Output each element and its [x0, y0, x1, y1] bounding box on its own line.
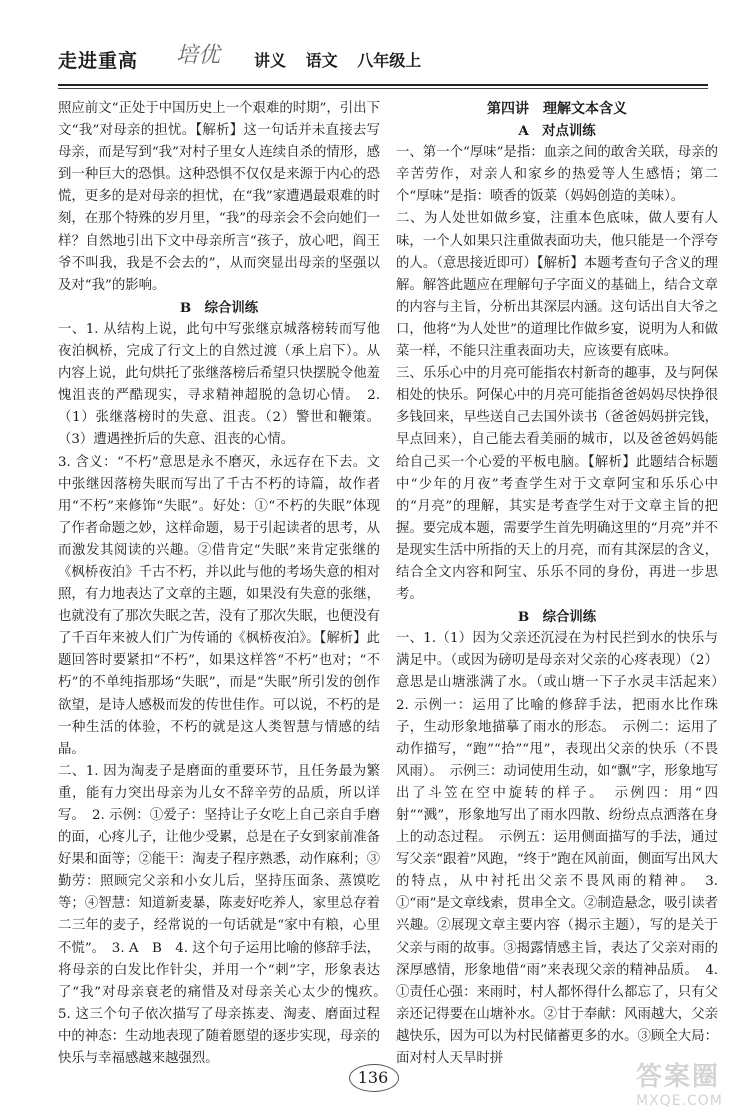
brand-title: 走进重高 — [58, 50, 139, 72]
left-column — [58, 98, 394, 1070]
section-heading: B 综合训练 — [179, 299, 259, 316]
watermark-line2: MXQE.COM — [636, 1093, 723, 1109]
answer-paragraph: 3. 含义：“不朽”意思是永不磨灭，永远存在下去。文中张继因落榜失眠而写出了千古不朽的诗篇，故作者用“不朽”来修饰“失眠”。好处：①“不朽的失眠”体现了作者命题之妙，这样命题，易于引起读者的思考，从而激发其阅读的兴趣。②借肯定“失眠”来肯定张继的《枫桥夜泊》千古不朽，并以此与他的考场失意的相对照，有力地表达了文章的主题，如果没有失意的张继，也就没有了那次失眠之苦，没有了那次失眠，也便没有了千百年来被人们广为传诵的《枫桥夜泊》。【解析】此题回答时要紧扣“不朽”，如果这样答“不朽”也对；“不朽”的不单纯指那场“失眠”，而是“失眠”所引发的创作欲望，是诗人感极而发的传世佳作。可以说，不朽的是一种生活的体验，不朽的就是这人类智慧与情感的结晶。 — [58, 454, 380, 757]
header-title-part: 讲义 — [254, 51, 287, 70]
section-heading: A 对点训练 — [518, 123, 596, 140]
header-title — [254, 48, 435, 71]
header-rule-thin — [58, 88, 708, 89]
answer-paragraph: 一、1.（1）因为父亲还沉浸在为村民拦到水的快乐与满足中。（或因为磅叨是母亲对父亲的心疼表现）（2）意思是山塘涨满了水。（或山塘一下子水灵丰活起来） 2. 示例一：运用了比喻的修辞手法，把雨水比作珠子，生动形象地描摹了雨水的形态。 示例二：运用了动作描写，“跑”“拾”“甩”，表现出父亲的快乐（不畏风雨）。 示例三：动词使用生动，如“飘”字，形象地写出了斗笠在空中旋转的样子。 示例四：用“四射”“溅”，形象地写出了雨水四散、纷纷点点洒落在身上的动态过程。 示例五：运用侧面描写的手法，通过写父亲“跟着”风跑，“终于”跑在风前面，侧面写出风大的特点，从中衬托出父亲不畏风雨的精神。 3. ①“雨”是文章线索，贯串全文。②制造悬念，吸引读者兴趣。②展现文章主要内容（揭示主题），写的是关于父亲与雨的故事。③揭露情感主旨，表达了父亲对雨的深厚感情，形象地借“雨”来表现父亲的精神品质。 4. ①责任心强：来雨时，村人都怀得什么都忘了，只有父亲还记得要在山塘补水。②甘于奉献：风雨越大，父亲越快乐，因为可以为村民储蓄更多的水。③顾全大局：面对村人天旱时拼 — [396, 631, 732, 1067]
answer-paragraph: 一、1. 从结构上说，此句中写张继京城落榜转而写他夜泊枫桥，完成了行文上的自然过渡（承上启下）。从内容上说，此句烘托了张继落榜后希望只快摆脱令他羞愧沮丧的严酷现实，寻求精神超脱的急切心情。 2.（1）张继落榜时的失意、沮丧。（2）警世和鞭策。（3）遭遇挫折后的失意、沮丧的心情。 — [58, 321, 380, 448]
answer-paragraph: 一、第一个“厚味”是指：血亲之间的敢舍关联，母亲的辛苦劳作，对亲人和家乡的热爱等人生感悟；第二个“厚味”是指：喷香的饭菜（妈妈创造的美味）。 — [396, 145, 718, 205]
right-column — [396, 98, 732, 1070]
page-number — [343, 1064, 403, 1094]
header-title-part: 语文 — [305, 51, 338, 70]
answer-paragraph: 三、乐乐心中的月亮可能指农村新奇的趣事，及与阿保相处的快乐。阿保心中的月亮可能指爸爸妈妈尽快挣很多钱回来，早些送自己去国外读书（爸爸妈妈拼完钱，早点回来），自己能去看美丽的城市，以及爸爸妈妈能给自己买一个心爱的平板电脑。【解析】此题结合标题中“少年的月夜”考查学生对于文章阿宝和乐乐心中的“月亮”的理解，其实是考查学生对于文章主旨的把握。要完成本题，需要学生首先明确这里的“月亮”并不是现实生活中所指的天上的月亮，而有其深层的含义，结合全文内容和阿宝、乐乐不同的身份，再进一步思考。 — [396, 366, 718, 603]
page-number-text: 136 — [357, 1068, 389, 1087]
header-title-part: 八年级上 — [357, 51, 422, 70]
script-logo: 培优 — [176, 43, 221, 68]
answer-paragraph: 照应前文“正处于中国历史上一个艰难的时期”，引出下文“我”对母亲的担忧。【解析】这一句话并未直接去写母亲，而是写到“我”对村子里女人连续自杀的情形，感到一种巨大的恐惧。这种恐惧不仅仅是来源于内心的恐慌，更多的是对母亲的担忧，在“我”家遭遇最艰难的时刻，在那个特殊的岁月里，“我”的母亲会不会向她们一样？自然地引出下文中母亲所言“孩子，放心吧，阎王爷不叫我，我是不会去的”，从而突显出母亲的坚强以及对“我”的影响。 — [58, 101, 380, 293]
lecture-title: 第四讲 理解文本含义 — [487, 101, 627, 117]
watermark-logo — [636, 1056, 740, 1112]
page-header — [58, 38, 708, 84]
answer-paragraph: 二、1. 因为淘麦子是磨面的重要环节，且任务最为繁重，能有力突出母亲为儿女不辞辛劳的品质，所以详写。 2. 示例：①爱子：坚持让子女吃上自己亲自手磨的面，心疼儿子，让他少受累，总是在子女到家前准备好果和面等；②能干：淘麦子程序熟悉，动作麻利；③勤劳：照顾完父亲和小女儿后，坚持压面条、蒸馍吃等；④智慧：知道新麦暴，陈麦好吃养人，家里总存着二三年的麦子，经常说的一句话就是“家中有粮，心里不慌”。 3. A B 4. 这个句子运用比喻的修辞手法，将母亲的白发比作针尖，并用一个“刺”字，形象表达了“我”对母亲衰老的痛惜及对母亲关心太少的愧疚。 5. 这三个句子依次描写了母亲拣麦、淘麦、磨面过程中的神态：生动地表现了随着愿望的逐步实现，母亲的快乐与幸福感越来越强烈。 — [58, 763, 394, 1067]
answer-paragraph: 二、为人处世如做乡宴，注重本色底味，做人要有人味，一个人如果只注重做表面功夫，他只能是一个浮夸的人。（意思接近即可）【解析】本题考查句子含义的理解。解答此题应在理解句子字面义的基础上，结合文章的内容与主旨，分析出其深层内涵。这句话出自大爷之口，他将“为人处世”的道理比作做乡宴，说明为人和做菜一样，不能只注重表面功夫，应该要有底味。 — [396, 211, 718, 360]
section-heading: B 综合训练 — [517, 609, 597, 626]
header-rule — [58, 84, 708, 86]
watermark-line1: 答案圈 — [636, 1062, 721, 1092]
